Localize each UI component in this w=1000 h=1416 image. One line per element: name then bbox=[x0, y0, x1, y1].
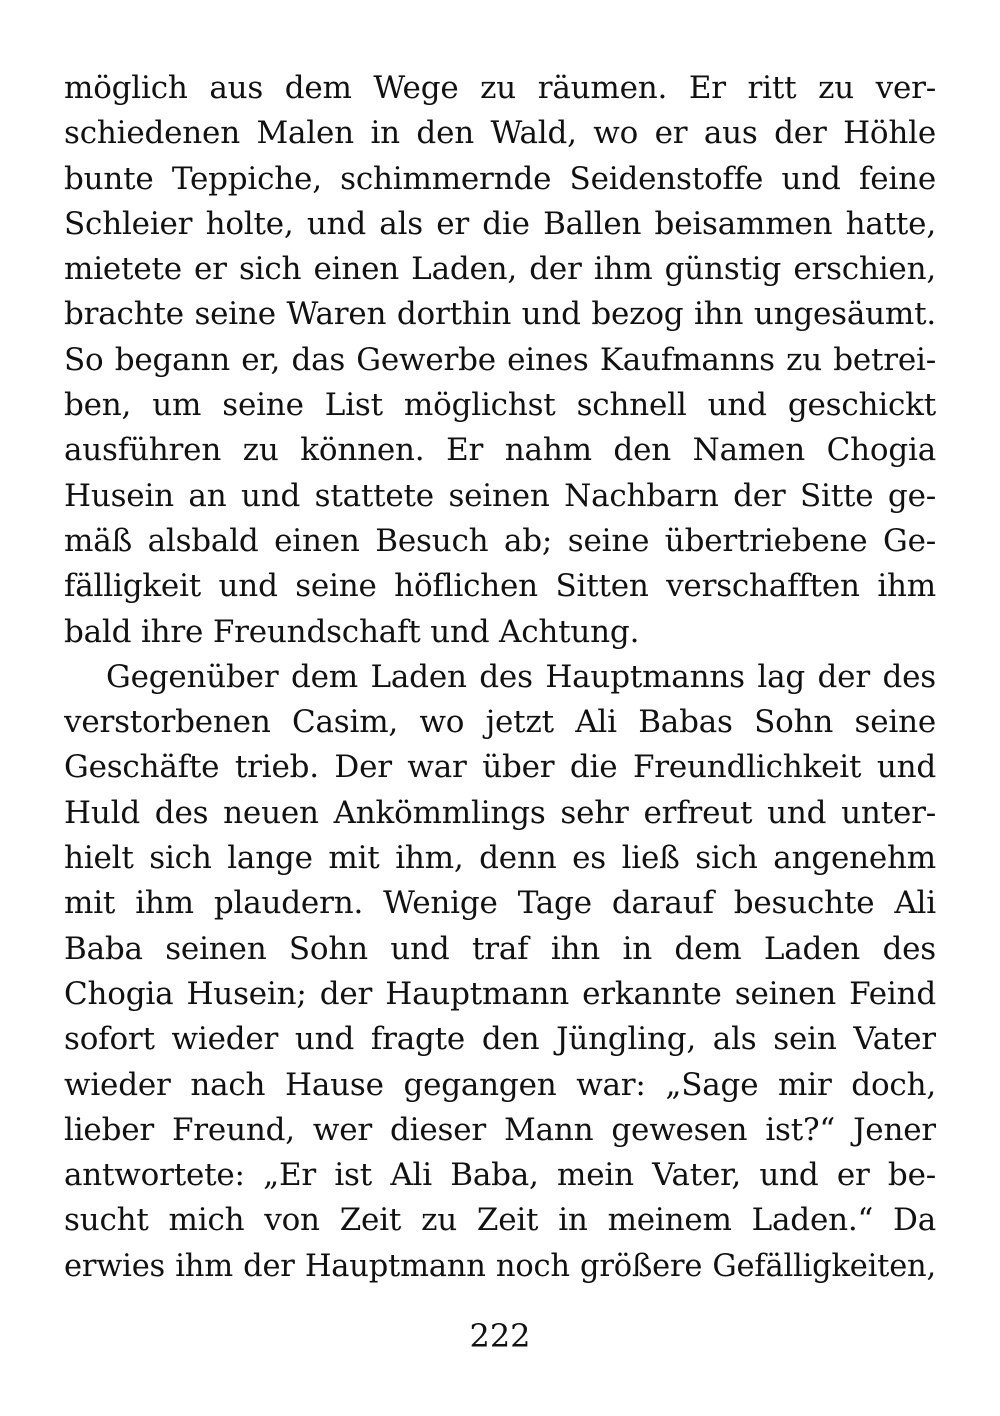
text-line: mit ihm plaudern. Wenige Tage darauf besuchte Ali bbox=[64, 885, 936, 922]
text-line: sofort wieder und fragte den Jüngling, als sein Vater bbox=[64, 1021, 936, 1058]
paragraph-2 bbox=[64, 655, 936, 1289]
text-line: Schleier holte, und als er die Ballen beisammen hatte, bbox=[64, 205, 936, 242]
text-line: schiedenen Malen in den Wald, wo er aus der Höhle bbox=[64, 115, 936, 152]
text-line: mäß alsbald einen Besuch ab; seine übertriebene Ge- bbox=[64, 522, 936, 559]
text-line: antwortete: „Er ist Ali Baba, mein Vater, und er be- bbox=[64, 1157, 936, 1194]
text-line: hielt sich lange mit ihm, denn es ließ sich angenehm bbox=[64, 840, 936, 877]
text-line: Geschäfte trieb. Der war über die Freundlichkeit und bbox=[64, 749, 936, 786]
text-line: sucht mich von Zeit zu Zeit in meinem Laden.“ Da bbox=[64, 1202, 936, 1239]
text-line: lieber Freund, wer dieser Mann gewesen ist?“ Jener bbox=[64, 1111, 936, 1148]
text-line: Baba seinen Sohn und traf ihn in dem Laden des bbox=[64, 930, 936, 967]
paragraph-1 bbox=[64, 66, 936, 655]
text-line: brachte seine Waren dorthin und bezog ihn ungesäumt. bbox=[64, 296, 936, 333]
text-line: Gegenüber dem Laden des Hauptmanns lag der des bbox=[106, 658, 936, 695]
text-line: Huld des neuen Ankömmlings sehr erfreut und unter- bbox=[64, 794, 936, 831]
text-line: verstorbenen Casim, wo jetzt Ali Babas Sohn seine bbox=[64, 704, 936, 741]
page-body bbox=[64, 66, 936, 1289]
text-line: So begann er, das Gewerbe eines Kaufmanns zu betrei- bbox=[64, 341, 936, 378]
text-line: bald ihre Freundschaft und Achtung. bbox=[64, 613, 640, 650]
text-line: ausführen zu können. Er nahm den Namen Chogia bbox=[64, 432, 936, 469]
text-line: Husein an und stattete seinen Nachbarn der Sitte ge- bbox=[64, 477, 936, 514]
text-line: ben, um seine List möglichst schnell und geschickt bbox=[64, 387, 936, 424]
text-line: mietete er sich einen Laden, der ihm günstig erschien, bbox=[64, 251, 936, 288]
page-number: 222 bbox=[469, 1317, 531, 1355]
text-line: wieder nach Hause gegangen war: „Sage mir doch, bbox=[64, 1066, 936, 1103]
text-line: bunte Teppiche, schimmernde Seidenstoffe und feine bbox=[64, 160, 936, 197]
text-line: möglich aus dem Wege zu räumen. Er ritt zu ver- bbox=[64, 70, 936, 106]
text-line: Chogia Husein; der Hauptmann erkannte seinen Feind bbox=[64, 975, 936, 1012]
text-line: fälligkeit und seine höflichen Sitten verschafften ihm bbox=[64, 568, 936, 605]
text-line: erwies ihm der Hauptmann noch größere Gefälligkeiten, bbox=[64, 1248, 936, 1284]
